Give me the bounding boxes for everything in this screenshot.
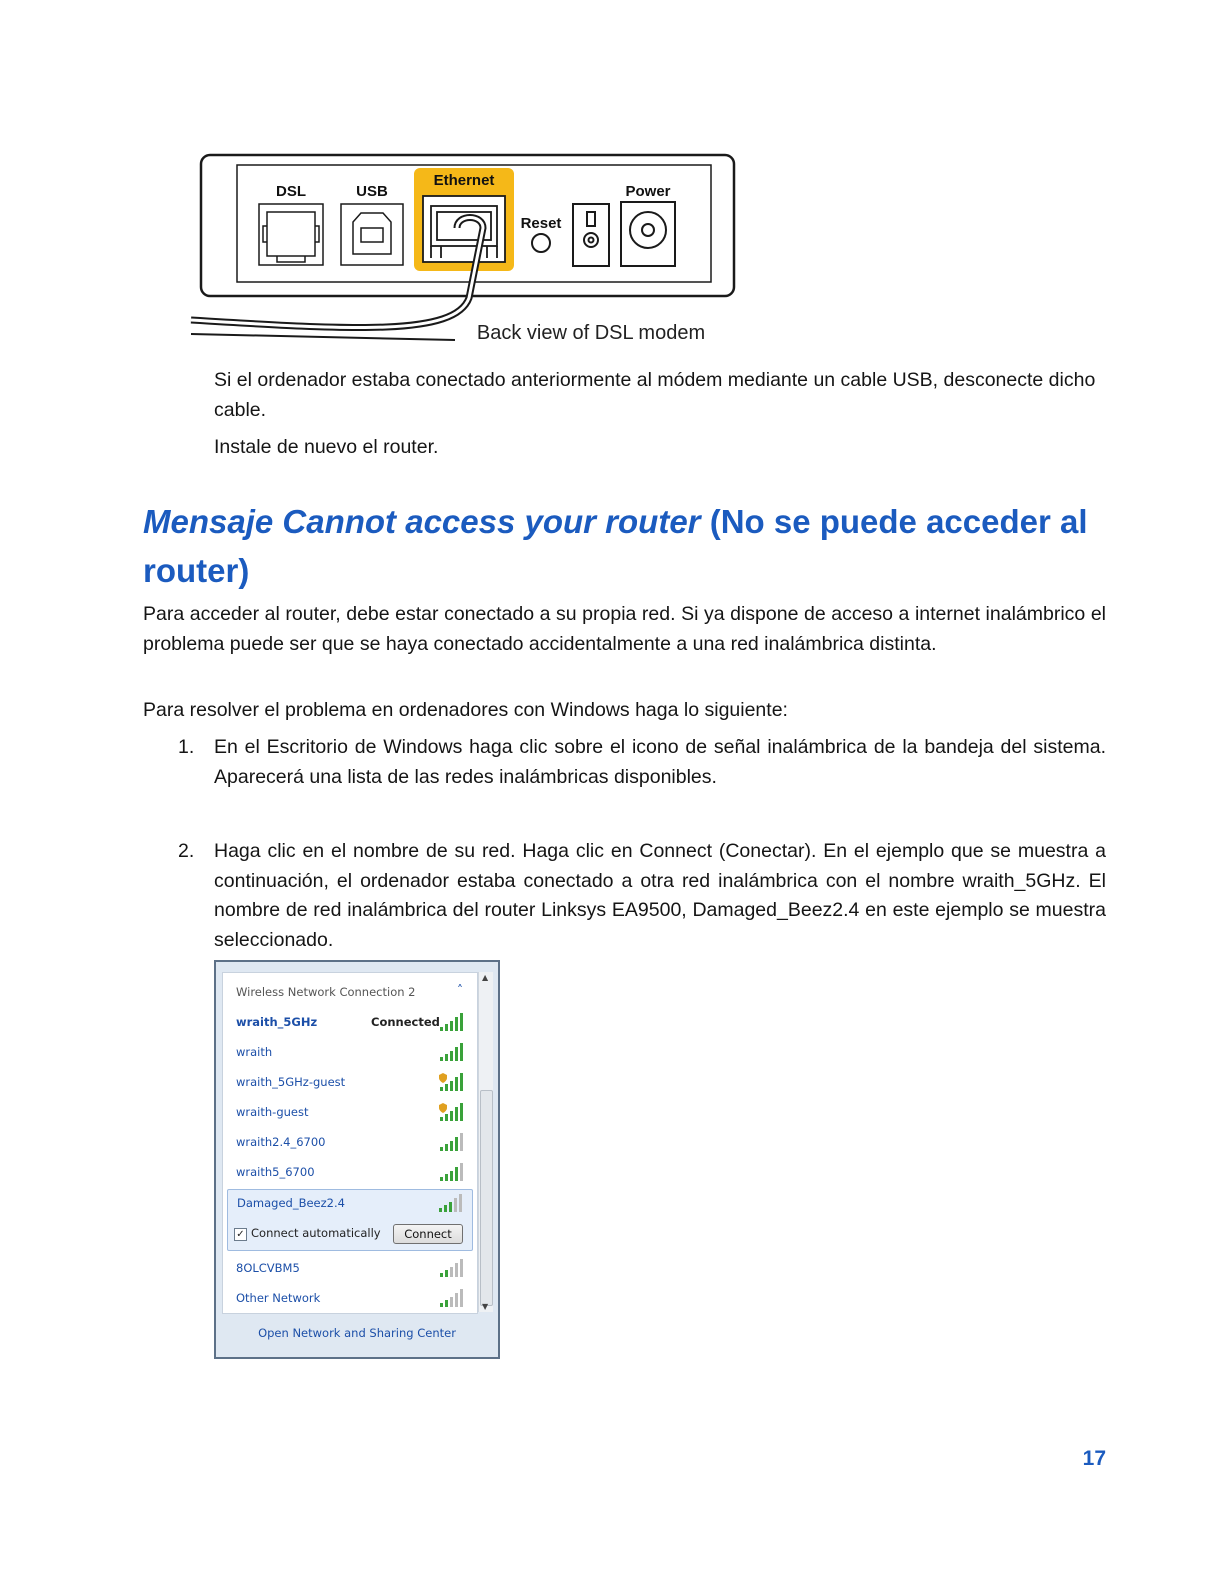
step-1-text: En el Escritorio de Windows haga clic sobre el icono de señal inalámbrica de la bandeja del sistema. Aparecerá una lista de las redes inalámbricas disponibles. (214, 736, 1106, 788)
step-1-number: 1. (178, 736, 195, 758)
network-name: wraith_5GHz-guest (236, 1075, 346, 1089)
signal-strength-icon (439, 1013, 463, 1031)
step-2-number: 2. (178, 840, 195, 862)
connected-status: Connected (371, 1015, 440, 1029)
dsl-label: DSL (276, 183, 306, 200)
unsecured-signal-icon (439, 1073, 463, 1091)
network-name: Other Network (236, 1291, 321, 1305)
usb-label: USB (356, 183, 388, 200)
network-name: 8OLCVBM5 (236, 1261, 300, 1275)
intro-paragraph-2: Instale de nuevo el router. (214, 436, 439, 458)
signal-strength-icon (439, 1289, 463, 1307)
list-scrollbar[interactable] (478, 972, 493, 1312)
diagram-caption: Back view of DSL modem (476, 322, 706, 344)
selected-network-name: Damaged_Beez2.4 (237, 1196, 345, 1210)
ethernet-label: Ethernet (433, 172, 495, 189)
section-heading (143, 497, 1103, 595)
network-item[interactable] (223, 1253, 477, 1283)
reset-label: Reset (520, 215, 562, 232)
signal-strength-icon (439, 1259, 463, 1277)
connect-button[interactable]: Connect (393, 1224, 463, 1244)
network-name: wraith-guest (236, 1105, 309, 1119)
connect-automatically-label: Connect automatically (251, 1226, 381, 1240)
ethernet-port (423, 196, 505, 262)
network-item[interactable] (223, 1097, 477, 1127)
network-item[interactable] (223, 1157, 477, 1187)
network-item[interactable] (223, 1283, 477, 1313)
popup-header-title: Wireless Network Connection 2 (236, 985, 416, 999)
scrollbar-thumb[interactable] (480, 1090, 493, 1306)
wireless-network-popup (214, 960, 500, 1359)
network-name: wraith (236, 1045, 273, 1059)
open-network-sharing-center-link[interactable]: Open Network and Sharing Center (258, 1326, 456, 1340)
signal-strength-icon (439, 1043, 463, 1061)
network-name: wraith5_6700 (236, 1165, 315, 1179)
page-number: 17 (1082, 1447, 1106, 1470)
network-list (222, 972, 478, 1314)
network-item[interactable] (223, 1037, 477, 1067)
section-paragraph-2: Para resolver el problema en ordenadores con Windows haga lo siguiente: (143, 699, 788, 721)
selected-network-item[interactable] (227, 1189, 473, 1251)
signal-strength-icon (439, 1133, 463, 1151)
popup-header (223, 977, 477, 1007)
scroll-down-icon[interactable]: ▼ (482, 1302, 489, 1311)
signal-strength-icon (439, 1163, 463, 1181)
heading-italic-part: Mensaje Cannot access your router (143, 503, 701, 540)
scroll-up-icon[interactable]: ▲ (482, 973, 489, 982)
network-item-connected[interactable] (223, 1007, 477, 1037)
collapse-chevron-icon[interactable]: ˄ (457, 983, 463, 997)
network-item[interactable] (223, 1067, 477, 1097)
network-item[interactable] (223, 1127, 477, 1157)
section-paragraph-1: Para acceder al router, debe estar conectado a su propia red. Si ya dispone de acceso a internet inalámbrico el problema puede ser que se haya conectado accidentalmente a una red inalámbrica distinta. (143, 603, 1106, 655)
unsecured-signal-icon (439, 1103, 463, 1121)
step-2-text: Haga clic en el nombre de su red. Haga clic en Connect (Conectar). En el ejemplo que se muestra a continuación, el ordenador estaba conectado a otra red inalámbrica con el nombre wraith_5GHz. El nombre de red inalámbrica del router Linksys EA9500, Damaged_Beez2.4 en este ejemplo se muestra seleccionado. (214, 840, 1106, 951)
network-name: wraith_5GHz (236, 1015, 318, 1029)
power-label: Power (625, 183, 671, 200)
intro-paragraph-1: Si el ordenador estaba conectado anteriormente al módem mediante un cable USB, desconecte dicho cable. (214, 369, 1096, 421)
dsl-modem-diagram (185, 148, 745, 353)
heading-rest: (No se puede acceder al router) (143, 503, 1088, 589)
network-name: wraith2.4_6700 (236, 1135, 326, 1149)
connect-automatically-checkbox[interactable]: ✓ (234, 1228, 247, 1241)
signal-strength-icon (438, 1194, 462, 1212)
